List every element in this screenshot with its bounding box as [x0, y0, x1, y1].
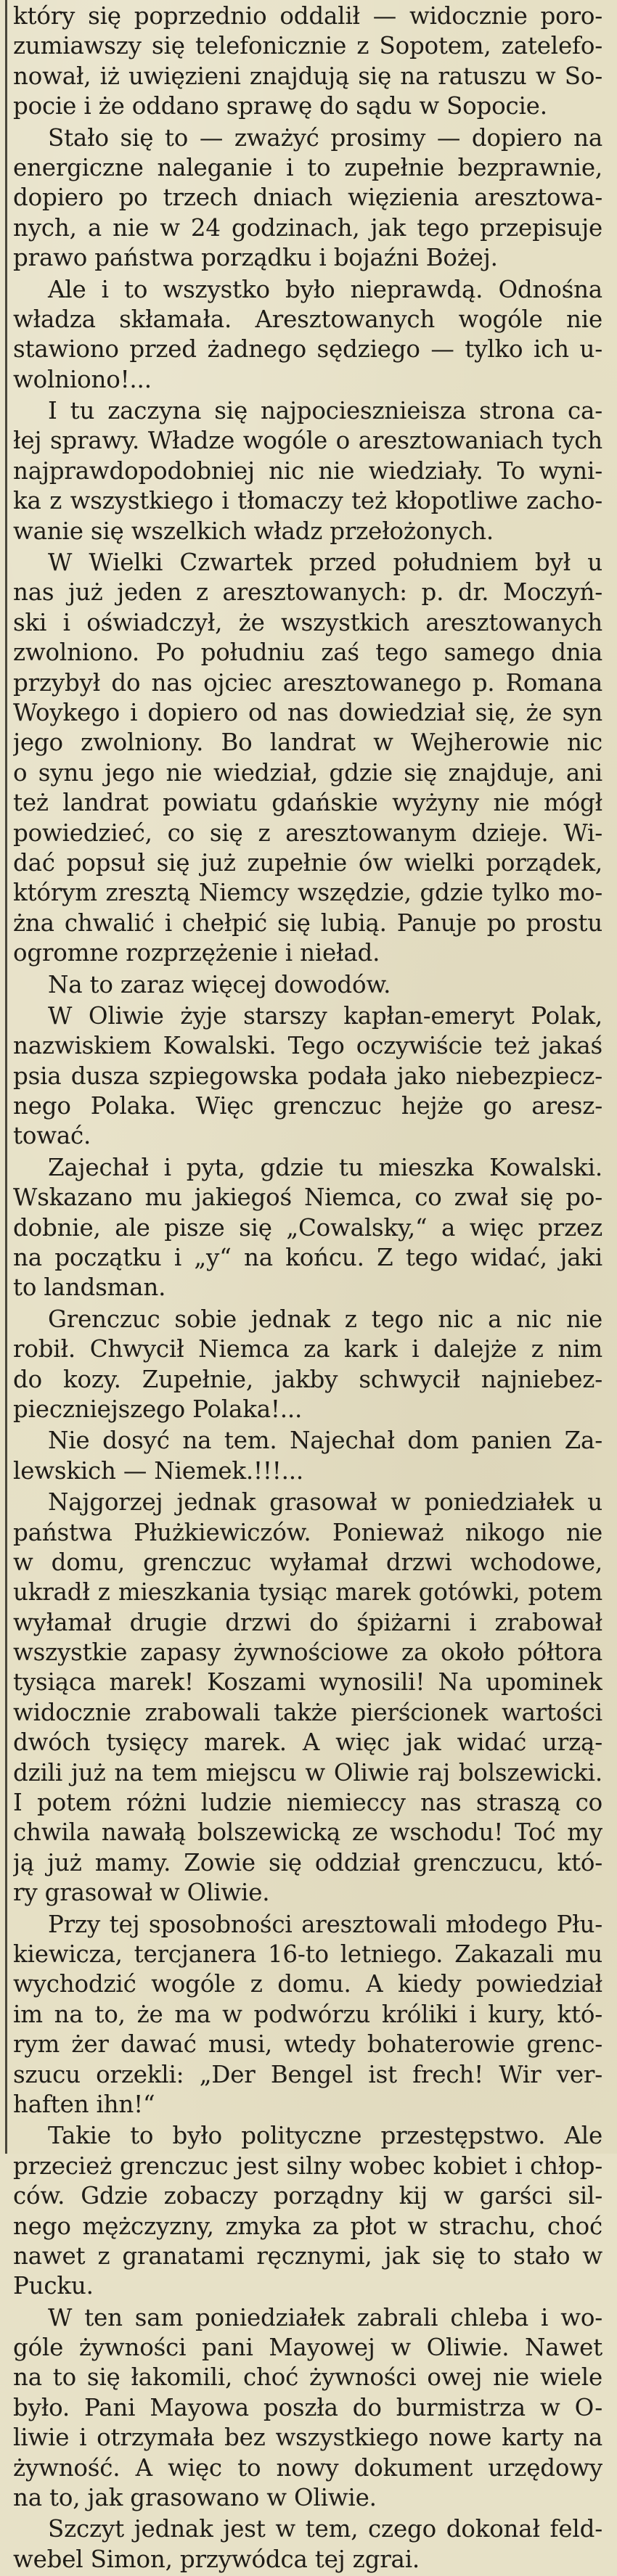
text-line: nował, iż uwięzieni znajdują się na ratuszu w So- — [13, 62, 602, 90]
text-line: ukradł z mieszkania tysiąc marek gotówki, potem — [13, 1578, 602, 1607]
text-line: chwila nawałą bolszewicką ze wschodu! Toć my — [13, 1818, 602, 1847]
text-line: góle żywności pani Mayowej w Oliwie. Nawet — [13, 2334, 602, 2362]
text-line: też landrat powiatu gdańskie wyżyny nie mógł — [13, 789, 602, 817]
text-line: Ale i to wszystko było nieprawdą. Odnośna — [48, 275, 602, 303]
text-line: widocznie zrabowali także pierścionek wartości — [13, 1698, 602, 1726]
text-line: władza skłamała. Aresztowanych wogóle nie — [13, 305, 602, 333]
text-line: Woykego i dopiero od nas dowiedział się, że syn — [13, 698, 602, 726]
text-line: szucu orzekli: „Der Bengel ist frech! Wir ver- — [13, 2060, 602, 2088]
text-line: ogromne rozprzężenie i nieład. — [13, 939, 380, 967]
text-line: liwie i otrzymała bez wszystkiego nowe karty na — [13, 2424, 602, 2452]
text-line: na początku i „y“ na końcu. Z tego widać, jaki — [13, 1244, 602, 1272]
text-line: przybył do nas ojciec aresztowanego p. Romana — [13, 668, 602, 697]
text-line: stawiono przed żadnego sędziego — tylko ich u- — [13, 335, 602, 364]
text-line: ją już mamy. Zowie się oddział grenczucu, któ- — [13, 1848, 602, 1876]
text-line: tować. — [13, 1122, 91, 1150]
text-line: nego mężczyzny, zmyka za płot w strachu, choć — [13, 2212, 602, 2240]
paragraph — [13, 396, 602, 546]
text-line: Na to zaraz więcej dowodów. — [48, 970, 391, 998]
text-line: żna chwalić i chełpić się lubią. Panuje po prostu — [13, 908, 602, 937]
text-line: I potem różni ludzie niemieccy nas straszą co — [13, 1789, 602, 1817]
text-line: łej sprawy. Władze wogóle o aresztowaniach tych — [13, 427, 602, 455]
text-line: dobnie, ale pisze się „Cowalsky,“ a więc przez — [13, 1213, 602, 1242]
text-line: nych, a nie w 24 godzinach, jak tego przepisuje — [13, 213, 602, 242]
text-line: rym żer dawać musi, wtedy bohaterowie grenc- — [13, 2030, 602, 2059]
text-line: pocie i że oddano sprawę do sądu w Sopocie. — [13, 92, 547, 120]
text-line: było. Pani Mayowa poszła do burmistrza w O- — [13, 2393, 602, 2421]
text-line: W ten sam poniedziałek zabrali chleba i wo- — [48, 2303, 602, 2331]
text-line: przecież grenczuc jest silny wobec kobiet i chłop- — [13, 2152, 602, 2180]
text-line: w domu, grenczuc wyłamał drzwi wchodowe, — [13, 1548, 602, 1576]
text-line: kiewicza, tercjanera 16-to letniego. Zakazali mu — [13, 1940, 602, 1968]
text-line: W Oliwie żyje starszy kapłan-emeryt Polak, — [48, 1001, 602, 1030]
text-line: ka z wszystkiego i tłomaczy też kłopotliwe zacho- — [13, 487, 602, 515]
article-column — [13, 1, 602, 2576]
text-line: I tu zaczyna się najpociesznieisza strona ca- — [48, 397, 602, 425]
paragraph — [13, 1488, 602, 1908]
text-line: jego zwolniony. Bo landrat w Wejherowie nic — [13, 729, 602, 757]
paragraph — [13, 1001, 602, 1152]
paragraph — [13, 1153, 602, 1303]
text-line: najprawdopodobniej nic nie wiedziały. To wyni- — [13, 456, 602, 485]
text-line: wanie się wszelkich władz przełożonych. — [13, 517, 494, 545]
text-line: na to, jak grasowano w Oliwie. — [13, 2484, 377, 2512]
text-line: dzili już na tem miejscu w Oliwie raj bolszewicki. — [13, 1758, 602, 1787]
paragraph — [13, 970, 602, 1000]
paragraph — [13, 1910, 602, 2120]
text-line: zumiawszy się telefonicznie z Sopotem, zatelefo- — [13, 32, 602, 60]
text-line: ców. Gdzie zobaczy porządny kij w garści sil- — [13, 2182, 602, 2210]
text-line: wychodzić wogóle z domu. A kiedy powiedział — [13, 1970, 602, 1998]
paragraph — [13, 275, 602, 395]
paragraph — [13, 123, 602, 274]
text-line: powiedzieć, co się z aresztowanym dzieje. Wi- — [13, 819, 602, 847]
text-line: tysiąca marek! Koszami wynosili! Na upominek — [13, 1668, 602, 1697]
text-line: wszystkie zapasy żywnościowe za około półtora — [13, 1638, 602, 1667]
text-line: lewskich — Niemek.!!!... — [13, 1456, 304, 1485]
text-line: Szczyt jednak jest w tem, czego dokonał feld- — [48, 2515, 602, 2543]
text-line: nego Polaka. Więc grenczuc hejże go aresz- — [13, 1092, 602, 1120]
paragraph — [13, 2514, 602, 2575]
text-line: Pucku. — [13, 2272, 94, 2300]
text-line: prawo państwa porządku i bojaźni Bożej. — [13, 244, 498, 272]
text-line: Przy tej sposobności aresztowali młodego Płu- — [48, 1910, 602, 1938]
text-line: robił. Chwycił Niemca za kark i dalejże z nim — [13, 1335, 602, 1363]
text-line: energiczne naleganie i to zupełnie bezprawnie, — [13, 153, 602, 181]
text-line: Nie dosyć na tem. Najechał dom panien Za- — [48, 1427, 602, 1455]
text-line: wyłamał drugie drzwi do śpiżarni i zrabował — [13, 1608, 602, 1636]
text-line: państwa Płużkiewiczów. Ponieważ nikogo nie — [13, 1518, 602, 1546]
paragraph — [13, 1305, 602, 1425]
text-line: nawet z granatami ręcznymi, jak się to stało w — [13, 2241, 602, 2270]
paragraph — [13, 1, 602, 122]
text-line: Stało się to — zważyć prosimy — dopiero na — [48, 123, 602, 152]
text-line: nas już jeden z aresztowanych: p. dr. Moczyń- — [13, 578, 602, 607]
text-line: dać popsuł się już zupełnie ów wielki porządek, — [13, 848, 602, 877]
text-line: Grenczuc sobie jednak z tego nic a nic nie — [48, 1305, 602, 1333]
text-line: żywność. A więc to nowy dokument urzędowy — [13, 2453, 602, 2482]
paragraph — [13, 2303, 602, 2514]
text-line: którym zresztą Niemcy wszędzie, gdzie tylko mo- — [13, 879, 602, 907]
text-line: wolniono!... — [13, 365, 152, 393]
text-line: ry grasował w Oliwie. — [13, 1879, 270, 1907]
text-line: ski i oświadczył, że wszystkich aresztowanych — [13, 608, 602, 636]
text-line: zwolniono. Po południu zaś tego samego dnia — [13, 639, 602, 667]
text-line: Takie to było polityczne przestępstwo. Ale — [48, 2122, 602, 2150]
text-line: na to się łakomili, choć żywności owej nie wiele — [13, 2363, 602, 2392]
text-line: to landsman. — [13, 1273, 166, 1302]
text-line: psia dusza szpiegowska podała jako niebezpiecz- — [13, 1062, 602, 1090]
text-line: który się poprzednio oddalił — widocznie poro- — [13, 2, 602, 30]
text-line: haften ihn!“ — [13, 2090, 155, 2118]
text-line: pieczniejszego Polaka!... — [13, 1395, 303, 1423]
text-line: dwóch tysięcy marek. A więc jak widać urzą- — [13, 1728, 602, 1757]
paragraph — [13, 2121, 602, 2301]
text-line: Wskazano mu jakiegoś Niemca, co zwał się po- — [13, 1184, 602, 1212]
paragraph — [13, 548, 602, 968]
text-line: W Wielki Czwartek przed południem był u — [48, 549, 602, 577]
text-line: nazwiskiem Kowalski. Tego oczywiście też jakaś — [13, 1032, 602, 1060]
text-line: Zajechał i pyta, gdzie tu mieszka Kowalski. — [48, 1153, 602, 1181]
text-line: dopiero po trzech dniach więzienia aresztowa- — [13, 184, 602, 212]
text-line: webel Simon, przywódca tej zgrai. — [13, 2545, 420, 2573]
text-line: do kozy. Zupełnie, jakby schwycił najniebez- — [13, 1365, 602, 1393]
text-line: Najgorzej jednak grasował w poniedziałek u — [48, 1488, 602, 1517]
paragraph — [13, 1426, 602, 1486]
column-rule — [5, 0, 7, 2154]
text-line: im na to, że ma w podwórzu króliki i kury, któ- — [13, 2000, 602, 2028]
text-line: o synu jego nie wiedział, gdzie się znajduje, ani — [13, 758, 602, 787]
